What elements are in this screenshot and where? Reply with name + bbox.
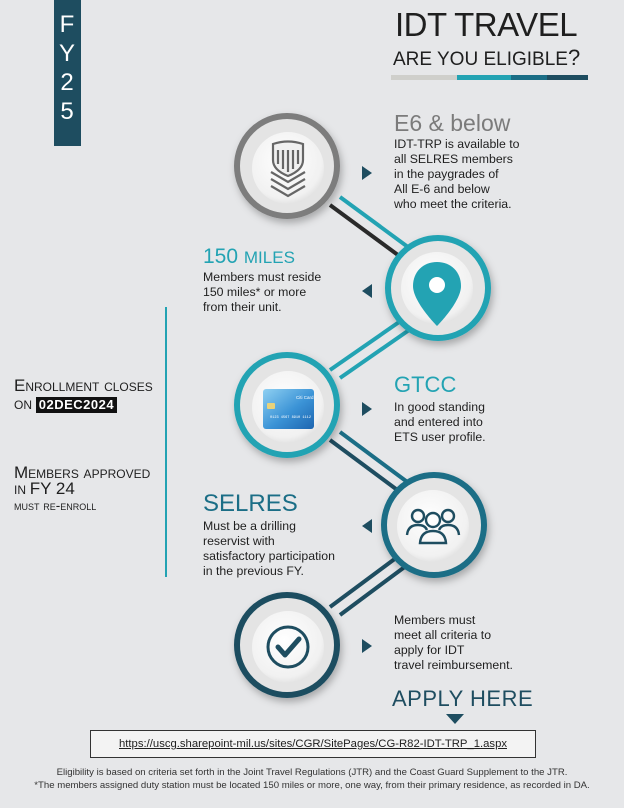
step-body-criteria	[394, 613, 513, 673]
connector-4	[330, 555, 410, 615]
step-heading-distance	[203, 245, 295, 269]
body-line: from their unit.	[203, 300, 282, 314]
card-number: 0123 4567 8910 1112	[270, 416, 311, 420]
fy-char: 2	[60, 69, 75, 96]
body-line: 150 miles* or more	[203, 285, 307, 299]
distance-unit: MILES	[243, 248, 295, 267]
step-body-rank	[394, 137, 520, 212]
enrollment-line-2	[14, 396, 153, 413]
footnote-distance: *The members assigned duty station must be located 150 miles or more, one way, from their primary residence, as recorded in DA.	[34, 780, 590, 791]
body-line: Must be a drilling	[203, 519, 296, 533]
body-line: In good standing	[394, 400, 485, 414]
enrollment-line-1: Enrollment closes	[14, 376, 153, 395]
pointer-triangle	[362, 639, 372, 653]
reenroll-in: in	[14, 479, 26, 498]
body-line: in the previous FY.	[203, 564, 304, 578]
body-line: all SELRES members	[394, 152, 513, 166]
body-line: IDT-TRP is available to	[394, 137, 520, 151]
pointer-triangle	[362, 519, 372, 533]
reenroll-line-2	[14, 481, 150, 498]
pointer-triangle	[362, 166, 372, 180]
body-line: travel reimbursement.	[394, 658, 513, 672]
subtitle-mark: ?	[567, 45, 581, 70]
enrollment-note	[14, 378, 153, 413]
body-line: All E-6 and below	[394, 182, 490, 196]
body-line: and entered into	[394, 415, 483, 429]
reenroll-line-1: Members approved	[14, 463, 151, 482]
rank-chevron-shield-icon	[271, 142, 305, 197]
credit-card-icon	[263, 389, 314, 429]
step-circle-5	[237, 595, 337, 695]
step-heading-gtcc: GTCC	[394, 372, 457, 397]
body-line: in the paygrades of	[394, 167, 499, 181]
fy-char: Y	[58, 40, 76, 67]
reenroll-line-3: must re-enroll	[14, 498, 97, 513]
body-line: apply for IDT	[394, 643, 465, 657]
fy-char: F	[59, 11, 76, 38]
enrollment-on: on	[14, 394, 32, 413]
pointer-triangle	[362, 284, 372, 298]
fy-char: 5	[60, 98, 75, 125]
body-line: Members must reside	[203, 270, 322, 284]
step-heading-rank: E6 & below	[394, 110, 511, 136]
footnote-eligibility: Eligibility is based on criteria set forth in the Joint Travel Regulations (JTR) and the Coast Guard Supplement to the JTR.	[56, 767, 568, 778]
body-line: Members must	[394, 613, 476, 627]
body-line: who meet the criteria.	[394, 197, 512, 211]
page-title: IDT TRAVEL	[395, 6, 578, 43]
step-body-selres	[203, 519, 335, 579]
enrollment-date-badge: 02DEC2024	[36, 397, 117, 413]
body-line: reservist with	[203, 534, 275, 548]
down-arrow-icon	[446, 714, 464, 724]
apply-link-box	[90, 730, 536, 758]
apply-link[interactable]: https://uscg.sharepoint-mil.us/sites/CGR/SitePages/CG-R82-IDT-TRP_1.aspx	[119, 738, 507, 750]
step-circle-4	[384, 475, 484, 575]
pointer-triangle	[362, 402, 372, 416]
body-line: satisfactory participation	[203, 549, 335, 563]
subtitle-text: ARE YOU ELIGIBLE	[393, 49, 568, 70]
body-line: meet all criteria to	[394, 628, 492, 642]
body-line: ETS user profile.	[394, 430, 486, 444]
distance-number: 150	[203, 245, 239, 268]
reenroll-fy: FY 24	[29, 479, 75, 498]
connector-2	[330, 320, 412, 378]
apply-here-label: APPLY HERE	[392, 686, 534, 711]
step-heading-selres: SELRES	[203, 490, 298, 517]
step-body-distance	[203, 270, 321, 315]
reenroll-note	[14, 465, 150, 514]
card-brand: Citi Card	[296, 395, 314, 400]
step-body-gtcc	[394, 400, 486, 445]
